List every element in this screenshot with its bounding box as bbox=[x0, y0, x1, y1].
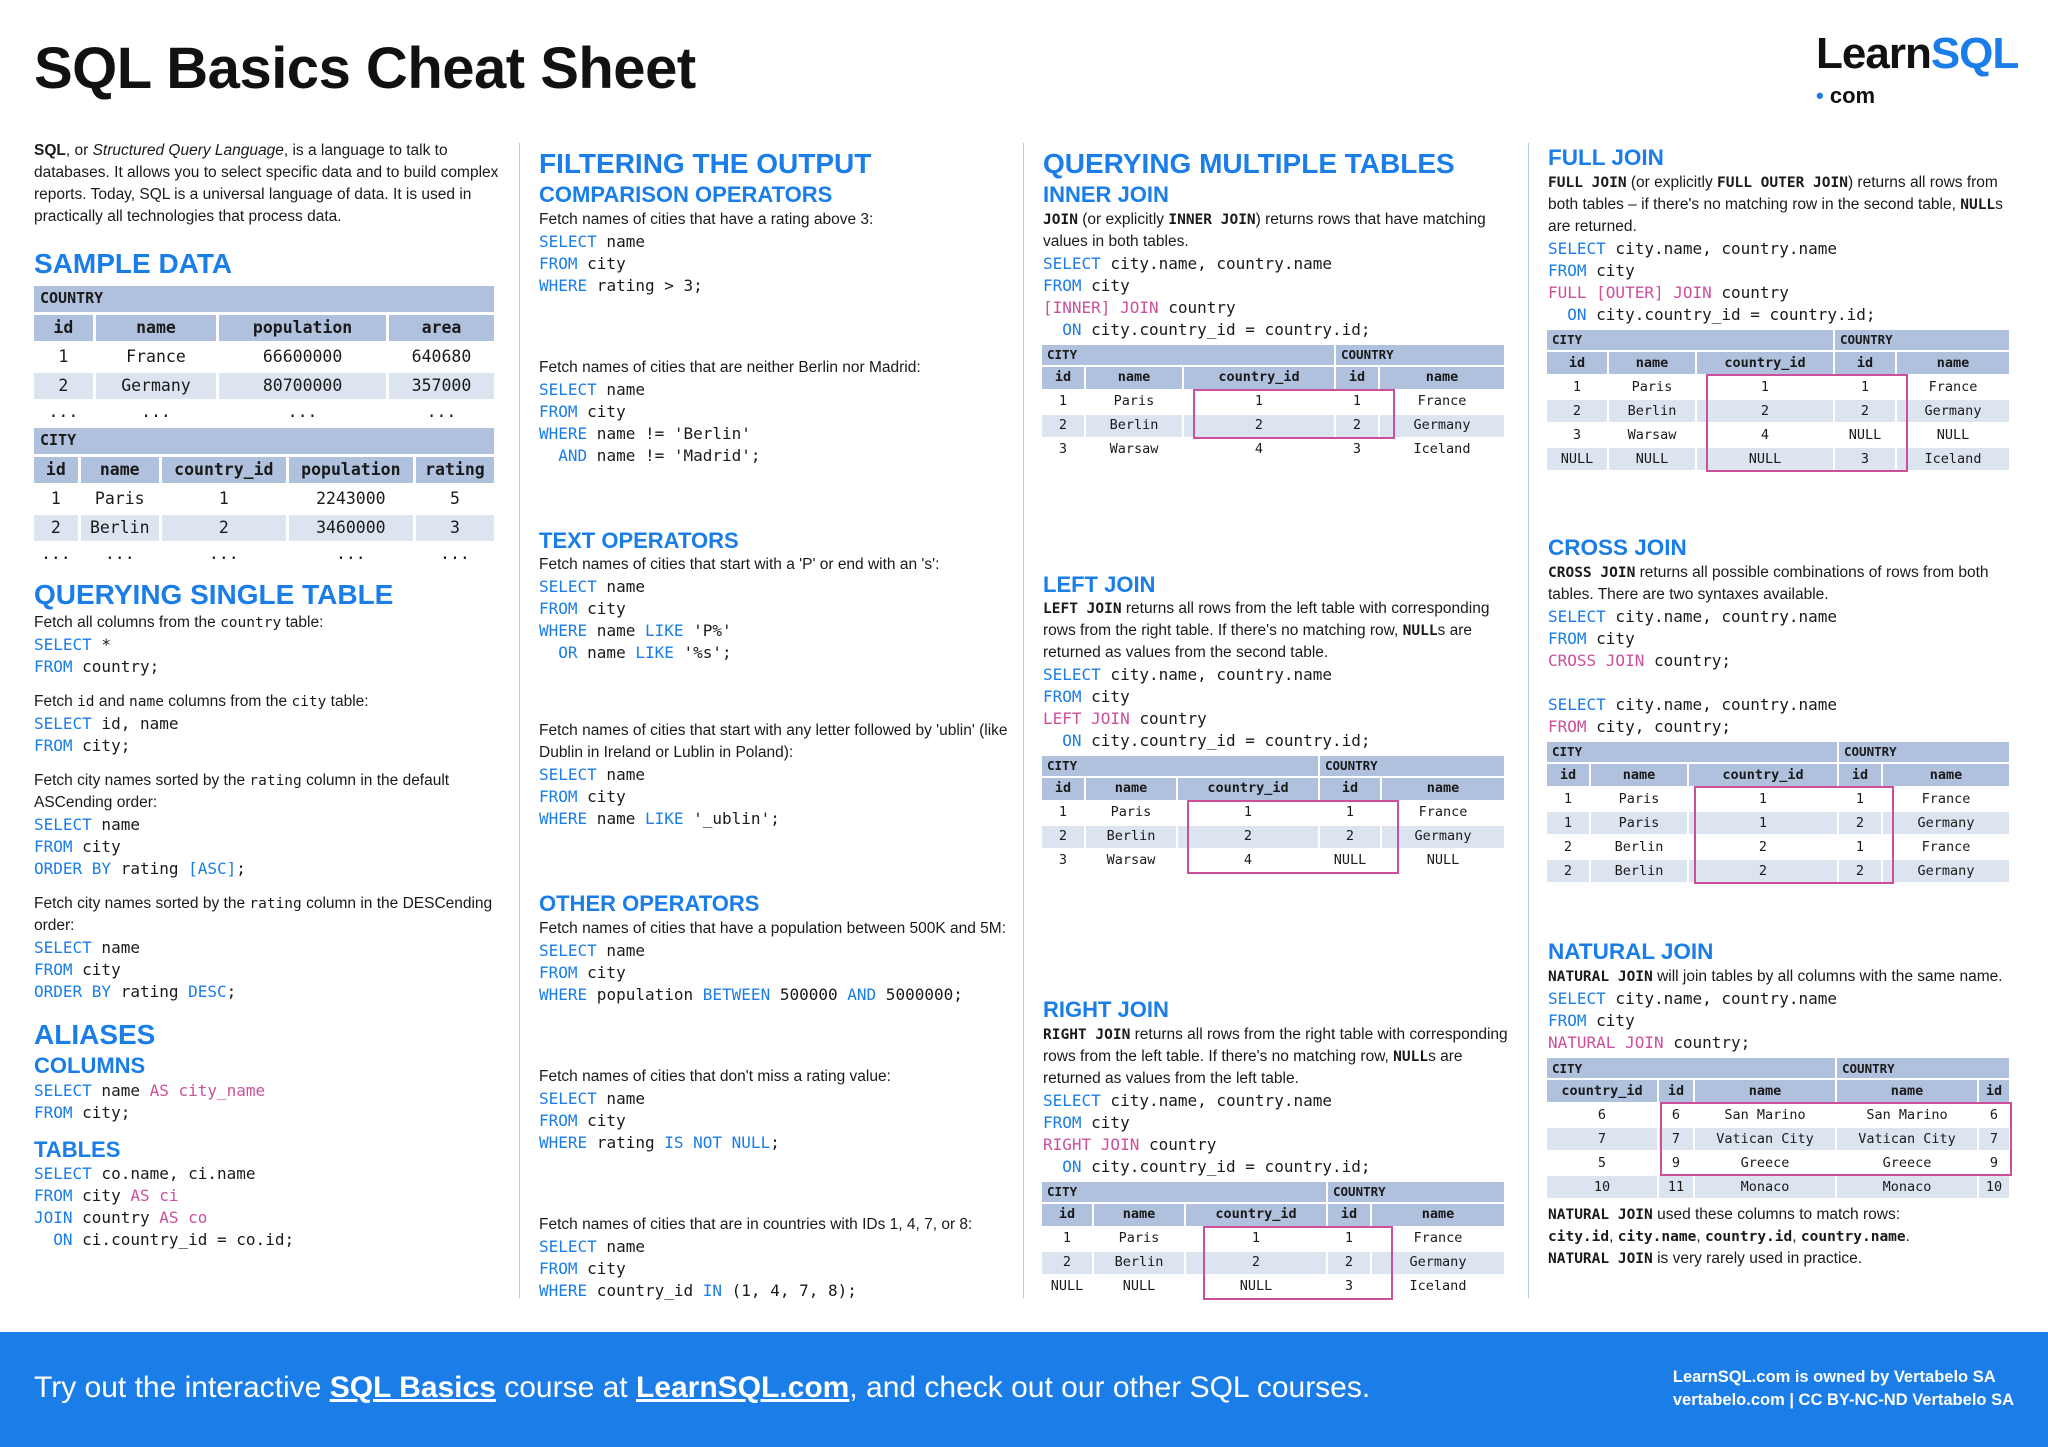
full-join-heading: FULL JOIN bbox=[1548, 145, 1664, 170]
code-select-id-name: SELECT id, name FROM city; bbox=[34, 714, 179, 755]
natural-join-heading: NATURAL JOIN bbox=[1548, 939, 1714, 965]
natural-join-note-1: NATURAL JOIN used these columns to match rows: city.id, city.name, country.id, country.name. NATURAL JOIN is very rarely used in practice. bbox=[1548, 1206, 1910, 1268]
code-right-join: SELECT city.name, country.name FROM city RIGHT JOIN country ON city.country_id = country.id; bbox=[1043, 1090, 1371, 1176]
other-operators-heading: OTHER OPERATORS bbox=[539, 891, 760, 916]
filter-desc-5: Fetch names of cities that have a population between 500K and 5M: bbox=[539, 919, 1007, 937]
natural-join-result-table: CITY COUNTRY country_id id name name id 6 6 San Marino San Marino 6 7 7 Vatican City Vatican City 7 5 9 Greece Greece 9 10 11 Monaco Monaco 10 bbox=[1545, 1056, 2011, 1200]
cross-join-heading: CROSS JOIN bbox=[1548, 535, 1687, 561]
filter-desc-7: Fetch names of cities that are in countries with IDs 1, 4, 7, or 8: bbox=[539, 1215, 973, 1233]
code-column-alias: SELECT name AS city_name FROM city; bbox=[34, 1080, 266, 1122]
inner-join-desc: JOIN (or explicitly INNER JOIN) returns rows that have matching values in both tables. bbox=[1043, 210, 1486, 250]
left-join-result-table: CITY COUNTRY id name country_id id name 1 Paris 1 1 France 2 Berlin 2 2 Germany 3 Warsaw 4 NULL NULL bbox=[1040, 754, 1506, 874]
code-natural-join: SELECT city.name, country.name FROM city NATURAL JOIN country; bbox=[1548, 989, 1837, 1053]
code-cross-join-2: SELECT city.name, country.name FROM city, country; bbox=[1548, 695, 1837, 737]
code-inner-join: SELECT city.name, country.name FROM city [INNER] JOIN country ON city.country_id = country.id; bbox=[1043, 253, 1371, 339]
filter-desc-3: Fetch names of cities that start with a 'P' or end with an 's': bbox=[539, 556, 940, 573]
tables-heading: TABLES bbox=[34, 1136, 121, 1162]
q2-desc: Fetch id and name columns from the city table: bbox=[34, 693, 369, 710]
code-full-join: SELECT city.name, country.name FROM city FULL [OUTER] JOIN country ON city.country_id = country.id; bbox=[1548, 239, 1876, 325]
logo-sql: SQL bbox=[1930, 29, 2019, 78]
code-like-p-s: SELECT name FROM city WHERE name LIKE 'P%' OR name LIKE '%s'; bbox=[539, 577, 732, 662]
left-join-desc: LEFT JOIN returns all rows from the left table with corresponding rows from the right table. If there's no matching row, NULLs are returned as values from the second table. bbox=[1043, 600, 1490, 661]
sample-data-heading: SAMPLE DATA bbox=[34, 248, 233, 279]
code-order-desc: SELECT name FROM city ORDER BY rating DESC; bbox=[34, 938, 237, 1001]
filtering-heading: FILTERING THE OUTPUT bbox=[539, 148, 872, 179]
right-join-heading: RIGHT JOIN bbox=[1043, 997, 1169, 1022]
full-join-desc: FULL JOIN (or explicitly FULL OUTER JOIN) returns all rows from both tables – if there's no matching row in the second table, NULLs are returned. bbox=[1548, 174, 2003, 236]
code-in-list: SELECT name FROM city WHERE country_id IN (1, 4, 7, 8); bbox=[539, 1236, 857, 1300]
filter-desc-2: Fetch names of cities that are neither Berlin nor Madrid: bbox=[539, 358, 921, 376]
columns-heading: COLUMNS bbox=[34, 1053, 146, 1078]
column-divider bbox=[519, 143, 520, 1298]
logo-com: com bbox=[1829, 83, 1876, 108]
querying-multiple-tables-heading: QUERYING MULTIPLE TABLES bbox=[1043, 148, 1455, 179]
city-sample-table: CITY id name country_id population rating 1 Paris 1 2243000 5 2 Berlin 2 3460000 3 ... ... ... ... ... bbox=[31, 425, 497, 567]
natural-join-desc: NATURAL JOIN will join tables by all columns with the same name. bbox=[1548, 968, 2003, 986]
intro-text: SQL, or Structured Query Language, is a language to talk to databases. It allows you to select specific data and to build complex reports. Today, SQL is a universal language of data. It is used in practically all technologies that process data. bbox=[34, 142, 499, 225]
column-3 bbox=[1043, 140, 1518, 1300]
q3-desc: Fetch city names sorted by the rating column in the default ASCending order: bbox=[34, 772, 450, 811]
q1-desc: Fetch all columns from the country table: bbox=[34, 614, 324, 631]
inner-join-heading: INNER JOIN bbox=[1043, 182, 1169, 207]
code-is-not-null: SELECT name FROM city WHERE rating IS NOT NULL; bbox=[539, 1088, 780, 1152]
cross-join-result-table: CITY COUNTRY id name country_id id name 1 Paris 1 1 France 1 Paris 1 2 Germany 2 Berlin 2 1 France 2 Berlin 2 2 Germany bbox=[1545, 740, 2011, 884]
aliases-heading: ALIASES bbox=[34, 1019, 156, 1050]
footer-credits: LearnSQL.com is owned by Vertabelo SA vertabelo.com | CC BY-NC-ND Vertabelo SA bbox=[1672, 1368, 2014, 1410]
column-4 bbox=[1548, 140, 2023, 1270]
code-not-berlin-madrid: SELECT name FROM city WHERE name != 'Berlin' AND name != 'Madrid'; bbox=[539, 379, 761, 465]
inner-join-result-table: CITY COUNTRY id name country_id id name 1 Paris 1 1 France 2 Berlin 2 2 Germany 3 Warsaw 4 3 Iceland bbox=[1040, 343, 1506, 463]
footer-banner bbox=[0, 1332, 2048, 1447]
code-cross-join-1: SELECT city.name, country.name FROM city CROSS JOIN country; bbox=[1548, 607, 1837, 671]
column-divider bbox=[1528, 143, 1529, 1298]
filter-desc-6: Fetch names of cities that don't miss a rating value: bbox=[539, 1067, 891, 1085]
cross-join-desc: CROSS JOIN returns all possible combinations of rows from both tables. There are two syntaxes available. bbox=[1548, 564, 1989, 604]
code-select-all: SELECT * FROM country; bbox=[34, 635, 160, 676]
text-operators-heading: TEXT OPERATORS bbox=[539, 527, 739, 553]
code-order-asc: SELECT name FROM city ORDER BY rating [ASC]; bbox=[34, 815, 246, 878]
page-title: SQL Basics Cheat Sheet bbox=[34, 36, 696, 101]
code-between: SELECT name FROM city WHERE population BETWEEN 500000 AND 5000000; bbox=[539, 940, 963, 1004]
code-left-join: SELECT city.name, country.name FROM city LEFT JOIN country ON city.country_id = country.id; bbox=[1043, 665, 1371, 750]
filter-desc-1: Fetch names of cities that have a rating above 3: bbox=[539, 210, 874, 228]
code-rating-above: SELECT name FROM city WHERE rating > 3; bbox=[539, 231, 703, 295]
learnsql-logo[interactable] bbox=[1816, 29, 2019, 108]
column-divider bbox=[1023, 143, 1024, 1298]
logo-dot: • bbox=[1816, 83, 1824, 108]
full-join-result-table: CITY COUNTRY id name country_id id name 1 Paris 1 1 France 2 Berlin 2 2 Germany 3 Warsaw 4 NULL NULL NULL NULL NULL 3 Iceland bbox=[1545, 328, 2011, 472]
learnsql-link[interactable]: LearnSQL.com bbox=[635, 1371, 850, 1404]
sql-basics-link[interactable]: SQL Basics bbox=[329, 1371, 496, 1404]
code-like-ublin: SELECT name FROM city WHERE name LIKE '_ublin'; bbox=[539, 765, 780, 828]
right-join-result-table: CITY COUNTRY id name country_id id name 1 Paris 1 1 France 2 Berlin 2 2 Germany NULL NULL NULL 3 Iceland bbox=[1040, 1180, 1506, 1300]
code-table-alias: SELECT co.name, ci.name FROM city AS ci JOIN country AS co ON ci.country_id = co.id; bbox=[34, 1164, 295, 1249]
column-1 bbox=[34, 140, 509, 1251]
country-sample-table: COUNTRY id name population area 1 France 66600000 640680 2 Germany 80700000 357000 ... ... ... ... bbox=[31, 283, 497, 425]
querying-single-table-heading: QUERYING SINGLE TABLE bbox=[34, 579, 394, 610]
column-2 bbox=[539, 140, 1014, 1302]
right-join-desc: RIGHT JOIN returns all rows from the right table with corresponding rows from the left table. If there's no matching row, NULLs are returned as values from the left table. bbox=[1043, 1025, 1508, 1087]
q4-desc: Fetch city names sorted by the rating column in the DESCending order: bbox=[34, 895, 493, 934]
comparison-operators-heading: COMPARISON OPERATORS bbox=[539, 182, 833, 207]
filter-desc-4: Fetch names of cities that start with any letter followed by 'ublin' (like Dublin in Ireland or Lublin in Poland): bbox=[539, 722, 1008, 761]
footer-cta: Try out the interactive SQL Basics course at LearnSQL.com, and check out our other SQL courses. bbox=[34, 1371, 1371, 1404]
left-join-heading: LEFT JOIN bbox=[1043, 571, 1156, 597]
logo-learn: Learn bbox=[1816, 29, 1931, 78]
